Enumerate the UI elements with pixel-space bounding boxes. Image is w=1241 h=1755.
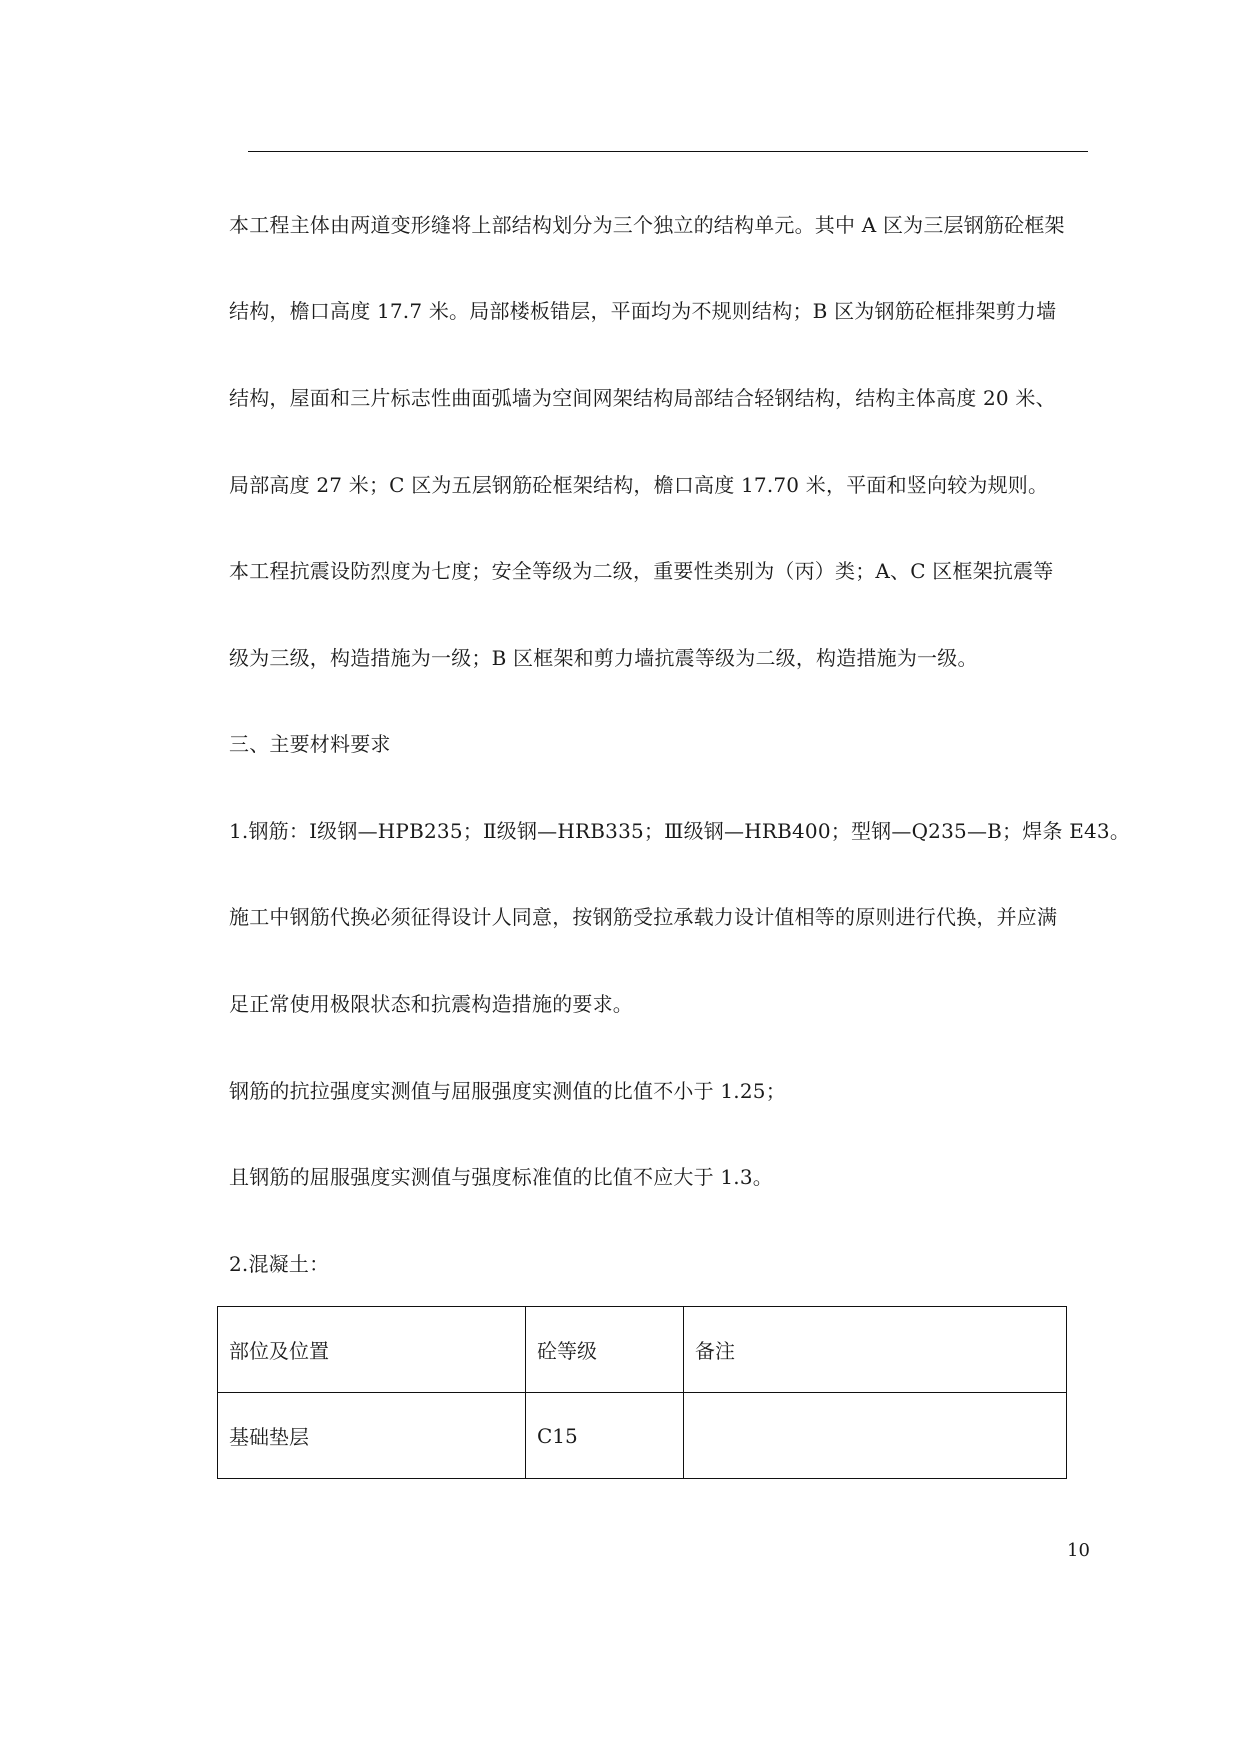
table-cell: C15 bbox=[526, 1393, 684, 1479]
body-paragraph-line: 施工中钢筋代换必须征得设计人同意，按钢筋受拉承载力设计值相等的原则进行代换，并应满 bbox=[229, 905, 1058, 929]
table-cell bbox=[684, 1393, 1067, 1479]
body-paragraph-line: 局部高度 27 米；C 区为五层钢筋砼框架结构，檐口高度 17.70 米，平面和竖向较为规则。 bbox=[229, 473, 1049, 497]
page-number: 10 bbox=[1067, 1540, 1090, 1561]
table-header-row bbox=[218, 1307, 1067, 1393]
body-paragraph-line: 1.钢筋：Ⅰ级钢—HPB235；Ⅱ级钢—HRB335；Ⅲ级钢—HRB400；型钢—Q235—B；焊条 E43。 bbox=[229, 819, 1131, 843]
header-rule bbox=[248, 151, 1088, 152]
table-row bbox=[218, 1393, 1067, 1479]
table-header-cell: 部位及位置 bbox=[218, 1307, 526, 1393]
body-paragraph-line: 结构，屋面和三片标志性曲面弧墙为空间网架结构局部结合轻钢结构，结构主体高度 20 米、 bbox=[229, 386, 1056, 410]
body-paragraph-line: 钢筋的抗拉强度实测值与屈服强度实测值的比值不小于 1.25； bbox=[229, 1079, 786, 1103]
concrete-grade-table bbox=[217, 1306, 1067, 1479]
section-heading: 三、主要材料要求 bbox=[229, 732, 391, 756]
body-paragraph-line: 级为三级，构造措施为一级；B 区框架和剪力墙抗震等级为二级，构造措施为一级。 bbox=[229, 646, 978, 670]
table-cell: 基础垫层 bbox=[218, 1393, 526, 1479]
body-paragraph-line: 结构，檐口高度 17.7 米。局部楼板错层，平面均为不规则结构；B 区为钢筋砼框排架剪力墙 bbox=[229, 299, 1057, 323]
body-paragraph-line: 本工程抗震设防烈度为七度；安全等级为二级，重要性类别为（丙）类；A、C 区框架抗震等 bbox=[229, 559, 1054, 583]
body-paragraph-line: 且钢筋的屈服强度实测值与强度标准值的比值不应大于 1.3。 bbox=[229, 1165, 773, 1189]
subsection-heading: 2.混凝土： bbox=[229, 1252, 330, 1276]
table-header-cell: 备注 bbox=[684, 1307, 1067, 1393]
body-paragraph-line: 足正常使用极限状态和抗震构造措施的要求。 bbox=[229, 992, 633, 1016]
body-paragraph-line: 本工程主体由两道变形缝将上部结构划分为三个独立的结构单元。其中 A 区为三层钢筋砼框架 bbox=[229, 213, 1065, 237]
table-header-cell: 砼等级 bbox=[526, 1307, 684, 1393]
